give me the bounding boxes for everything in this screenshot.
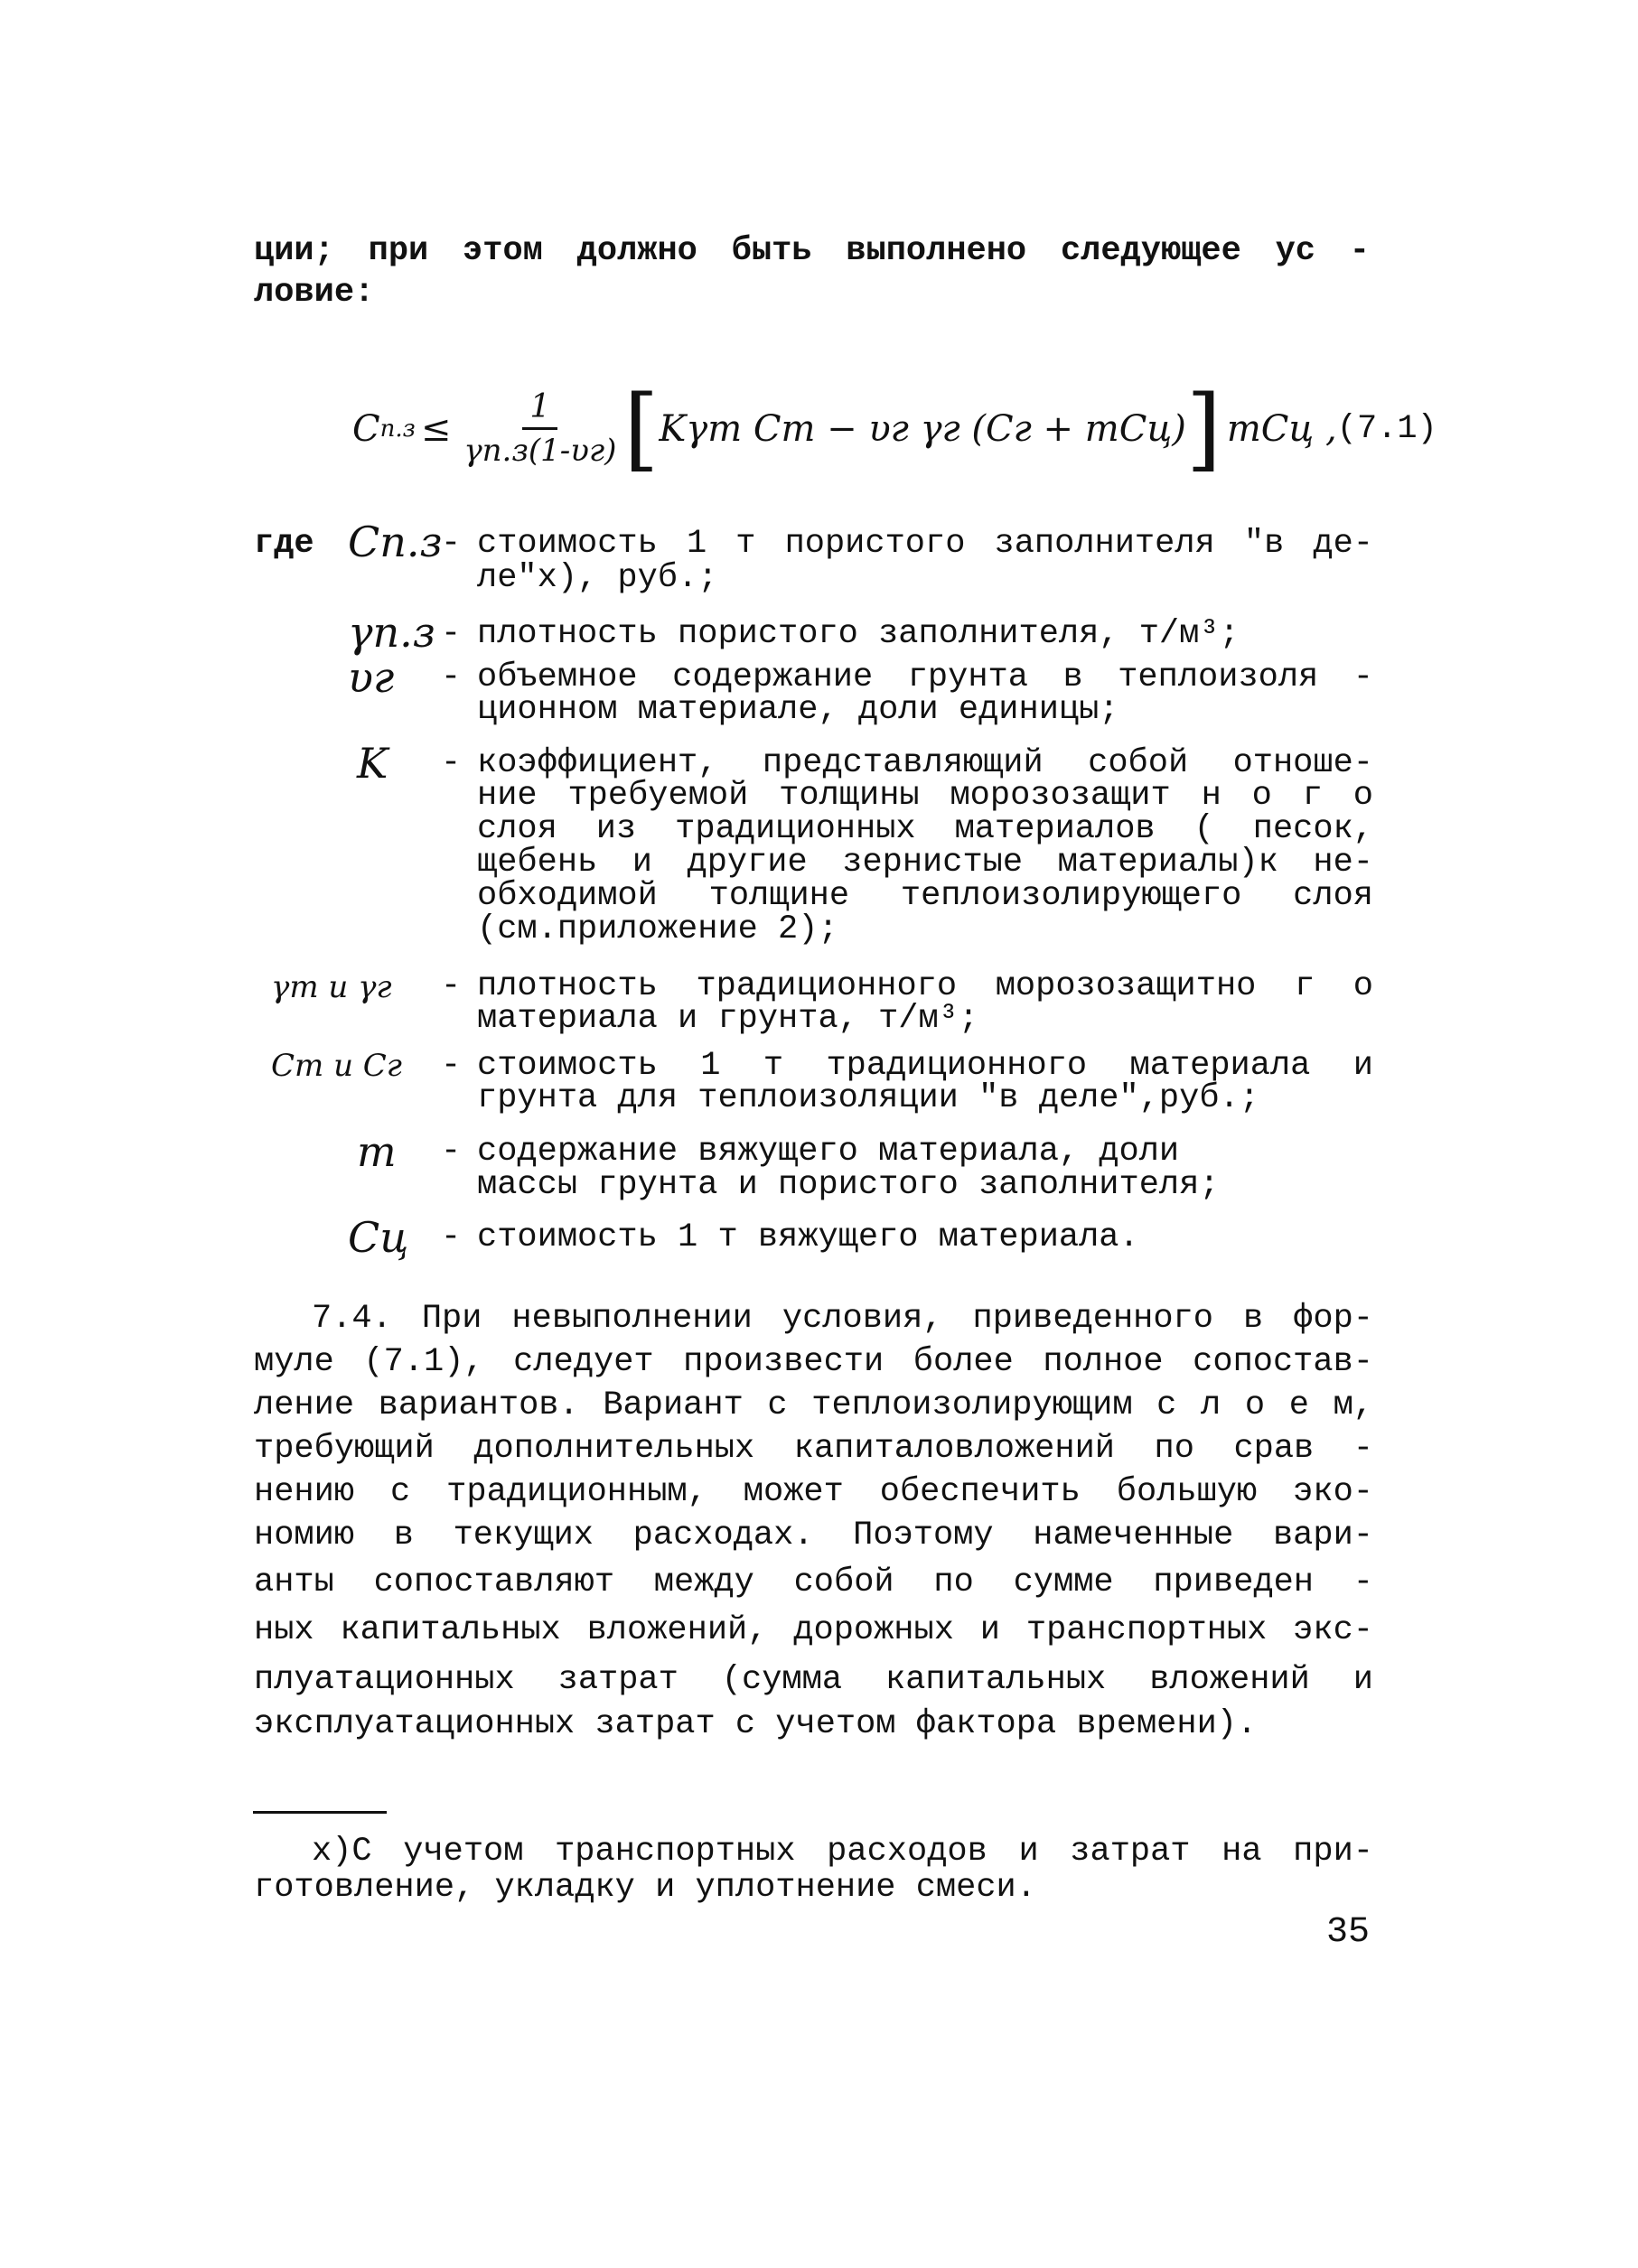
formula-relation: ≤ xyxy=(420,408,452,450)
definition-dash: - xyxy=(441,1133,462,1171)
paragraph-line: ных капитальных вложений, дорожных и транспортных экс- xyxy=(254,1611,1373,1649)
definition-line: коэффициент, представляющий собой отноше- xyxy=(477,744,1373,782)
paragraph-line: 7.4. При невыполнении условия, приведенного в фор- xyxy=(312,1300,1373,1338)
where-label: где xyxy=(254,525,314,563)
footnote-line: x)С учетом транспортных расходов и затрат на при- xyxy=(312,1833,1373,1871)
definition-line: массы грунта и пористого заполнителя; xyxy=(477,1166,1220,1204)
definition-line: содержание вяжущего материала, доли xyxy=(477,1133,1180,1171)
definition-dash: - xyxy=(441,615,462,653)
definition-symbol: K xyxy=(357,739,388,788)
paragraph-line: нению с традиционным, может обеспечить большую эко- xyxy=(254,1473,1373,1511)
definition-dash: - xyxy=(441,967,462,1005)
definition-dash: - xyxy=(441,658,462,696)
paragraph-line: ление вариантов. Вариант с теплоизолирующим с л о е м, xyxy=(254,1386,1373,1424)
definition-dash: - xyxy=(441,525,462,563)
definition-symbol: Cц xyxy=(348,1213,409,1262)
definition-symbol: Cп.з xyxy=(348,518,443,566)
definition-symbol: Cт и Cг xyxy=(271,1048,402,1084)
definition-line: ционном материале, доли единицы; xyxy=(477,691,1119,729)
page-number: 35 xyxy=(1326,1912,1371,1953)
paragraph-line: эксплуатационных затрат с учетом фактора времени). xyxy=(254,1705,1258,1743)
definition-line: материала и грунта, т/м³; xyxy=(477,1000,979,1038)
footnote-line: готовление, укладку и уплотнение смеси. xyxy=(254,1869,1036,1907)
paragraph-line: муле (7.1), следует произвести более полное сопостав- xyxy=(254,1343,1373,1381)
formula-bracket-body: Kγт Cт − υг γг (Cг + mCц) xyxy=(659,408,1186,450)
formula-fraction xyxy=(463,387,616,471)
definition-line: плотность традиционного морозозащитно г о xyxy=(477,967,1373,1005)
definition-line: плотность пористого заполнителя, т/м³; xyxy=(477,615,1240,653)
definition-symbol: υг xyxy=(348,653,395,702)
formula-tail: mCц , xyxy=(1226,408,1337,450)
paragraph-line: анты сопоставляют между собой по сумме приведен - xyxy=(254,1563,1373,1601)
bracket-close: ] xyxy=(1185,376,1221,481)
bracket-open: [ xyxy=(623,376,660,481)
definition-line: стоимость 1 т вяжущего материала. xyxy=(477,1218,1139,1256)
formula-7-1 xyxy=(352,376,1437,481)
definition-symbol: γт и γг xyxy=(271,969,392,1005)
intro-line: ции; при этом должно быть выполнено следующее ус - xyxy=(254,232,1370,270)
footnote-rule xyxy=(253,1811,387,1814)
formula-lhs: C xyxy=(352,408,380,450)
intro-line: ловие: xyxy=(254,274,375,312)
definition-line: грунта для теплоизоляции "в деле",руб.; xyxy=(477,1079,1259,1117)
definition-dash: - xyxy=(441,1218,462,1256)
definition-line: стоимость 1 т традиционного материала и xyxy=(477,1047,1373,1085)
definition-line: ние требуемой толщины морозозащит н о г о xyxy=(477,777,1373,815)
paragraph-line: номию в текущих расходах. Поэтому намеченные вари- xyxy=(254,1517,1373,1554)
formula-denominator: γп.з(1-υг) xyxy=(463,432,617,469)
paragraph-line: плуатационных затрат (сумма капитальных вложений и xyxy=(254,1661,1373,1699)
definition-line: (см.приложение 2); xyxy=(477,910,838,948)
definition-line: слоя из традиционных материалов ( песок, xyxy=(477,810,1373,848)
definition-line: щебень и другие зернистые материалы)к не- xyxy=(477,844,1373,882)
formula-lhs-sub: п.з xyxy=(379,415,416,443)
definition-dash: - xyxy=(441,1047,462,1085)
definition-symbol: γп.з xyxy=(348,608,435,657)
definition-dash: - xyxy=(441,744,462,782)
definition-line: объемное содержание грунта в теплоизоля - xyxy=(477,658,1373,696)
definition-symbol: m xyxy=(357,1127,397,1176)
equation-number: (7.1) xyxy=(1336,410,1437,448)
definition-line: обходимой толщине теплоизолирующего слоя xyxy=(477,877,1373,915)
paragraph-line: требующий дополнительных капиталовложений по срав - xyxy=(254,1430,1373,1468)
definition-line: ле"x), руб.; xyxy=(477,559,718,597)
formula-numerator: 1 xyxy=(522,387,557,430)
definition-line: стоимость 1 т пористого заполнителя "в де- xyxy=(477,525,1373,563)
